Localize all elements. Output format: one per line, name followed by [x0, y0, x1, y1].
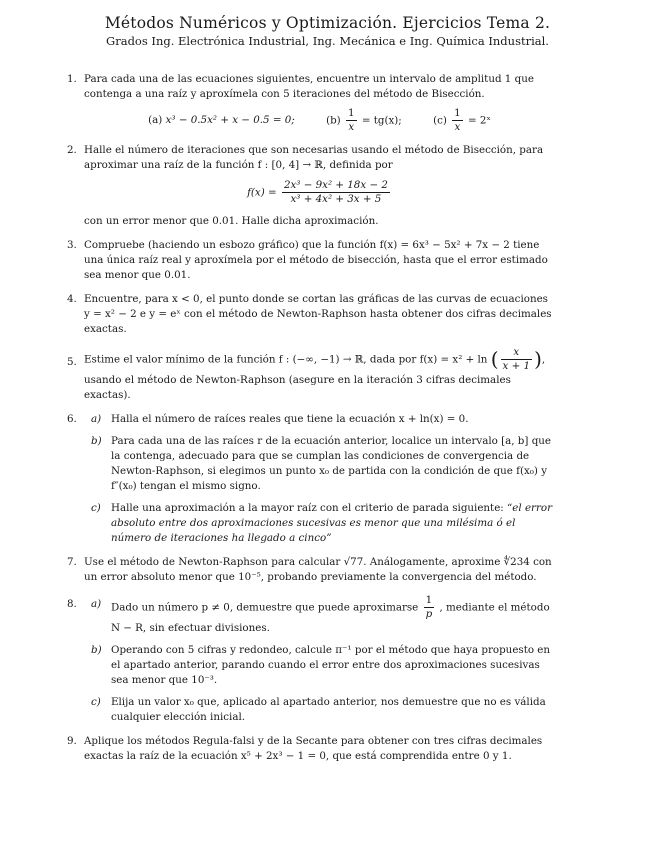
subitem-text: [111, 501, 555, 546]
fraction-numerator: 1: [347, 107, 355, 119]
fraction-numerator: 1: [424, 594, 435, 608]
fraction: [282, 179, 390, 206]
equation-c: [433, 107, 491, 134]
fraction-denominator: x + 1: [502, 360, 531, 372]
exercise-text: [84, 346, 555, 373]
fraction-numerator: 1: [454, 107, 461, 119]
page-title: Métodos Numéricos y Optimización. Ejercicios Tema 2.: [104, 14, 551, 32]
subitem-text: Halla el número de raíces reales que tiene la ecuación x + ln(x) = 0.: [111, 413, 469, 425]
fraction-denominator: x: [454, 121, 461, 133]
fraction: [346, 107, 357, 134]
equation-expr: = 2ˣ: [468, 114, 491, 127]
fraction-numerator: x: [501, 346, 533, 360]
exercise-2: [0, 143, 655, 229]
subitem-b: [85, 643, 555, 688]
subitem-text: Operando con 5 cifras y redondeo, calcule π⁻¹ por el método que haya propuesto en el apartado anterior, parando cuando el error entre dos aproximaciones sucesivas sea menor que 10⁻³.: [111, 644, 551, 686]
exercise-text: Encuentre, para x < 0, el punto donde se cortan las gráficas de las curvas de ecuaciones y = x² − 2 e y = eˣ con el método de Newton-Raphson hasta obtener dos cifras decimales exactas.: [84, 293, 552, 335]
fraction: [501, 346, 533, 373]
equation-b: [326, 107, 402, 134]
exercise-6: [0, 412, 655, 546]
fraction-denominator: p: [425, 608, 433, 620]
fraction: [452, 107, 463, 134]
exercise-1: [0, 72, 655, 134]
subitem-a: [85, 412, 555, 427]
exercise-list: [0, 72, 655, 773]
right-paren: ): [534, 347, 542, 371]
subitem-text-part: Halle una aproximación a la mayor raíz con el criterio de parada siguiente:: [111, 502, 508, 514]
left-paren: (: [490, 347, 499, 371]
exercise-3: [0, 238, 655, 283]
subitem-text-part: , mediante el método N − R, sin efectuar divisiones.: [111, 601, 550, 634]
exercise-text: Use el método de Newton-Raphson para calcular √77. Análogamente, aproxime ∜234 con un error absoluto menor que 10⁻⁵, probando previamente la convergencia del método.: [84, 556, 552, 583]
subitem-text: Para cada una de las raíces r de la ecuación anterior, localice un intervalo [a, b] que la contenga, adecuado para que se cumplan las condiciones de convergencia de Newton-Raphson, si elegimos un punto x₀ de partida con la condición de que f(x₀) y f″(x₀) tengan el mismo signo.: [111, 435, 552, 492]
exercise-number: 2.: [67, 144, 77, 156]
exercise-number: 9.: [67, 735, 77, 747]
subitem-text: [111, 594, 555, 636]
equation-row: [84, 107, 555, 134]
exercise-text-continued: usando el método de Newton-Raphson (asegure en la iteración 3 cifras decimales exactas).: [84, 374, 511, 401]
subitem-a: [85, 594, 555, 636]
exercise-text-continued: con un error menor que 0.01. Halle dicha aproximación.: [84, 215, 379, 227]
exercise-text-part: ,: [541, 353, 546, 366]
equation-expr: = tg(x);: [361, 114, 402, 127]
exercise-8: [0, 594, 655, 725]
exercise-text: Aplique los métodos Regula-falsi y de la Secante para obtener con tres cifras decimales exactas la raíz de la ecuación x⁵ + 2x³ − 1 = 0, que está comprendida entre 0 y 1.: [84, 735, 543, 762]
equation-label: (b): [326, 114, 341, 127]
exercise-text: Halle el número de iteraciones que son necesarias usando el método de Bisección, para aproximar una raíz de la función f : [0, 4] → ℝ, definida por: [84, 144, 544, 171]
exercise-number: 3.: [67, 239, 77, 251]
exercise-4: [0, 292, 655, 337]
subitem-c: [85, 501, 555, 546]
equation-label: (c): [433, 114, 447, 127]
function-definition: [84, 179, 555, 206]
equation-expr: x³ − 0.5x² + x − 0.5 = 0;: [165, 114, 295, 126]
fraction: [424, 594, 435, 621]
subitem-label: c): [91, 696, 101, 708]
subitem-text: Elija un valor x₀ que, aplicado al apartado anterior, nos demuestre que no es válida cualquier elección inicial.: [111, 696, 546, 723]
exercise-9: [0, 734, 655, 764]
equation-label: (a): [148, 114, 163, 126]
exercise-text: Para cada una de las ecuaciones siguientes, encuentre un intervalo de amplitud 1 que contenga a una raíz y aproxímela con 5 iteraciones del método de Bisección.: [84, 73, 534, 100]
exercise-7: [0, 555, 655, 585]
subitem-label: b): [91, 435, 102, 447]
stopping-criterion-quote: “el error absoluto entre dos aproximaciones sucesivas es menor que una milésima ó el número de iteraciones ha llegado a cinco”: [111, 502, 553, 544]
exercise-text: Compruebe (haciendo un esbozo gráfico) que la función f(x) = 6x³ − 5x² + 7x − 2 tiene una única raíz real y aproxímela por el método de bisección, hasta que el error estimado sea menor que 0.01.: [84, 239, 548, 281]
exercise-number: 4.: [67, 293, 77, 305]
exercise-number: 7.: [67, 556, 77, 568]
header: [0, 14, 655, 48]
exercise-number: 5.: [67, 356, 77, 368]
page-subtitle: Grados Ing. Electrónica Industrial, Ing. Mecánica e Ing. Química Industrial.: [106, 34, 549, 48]
function-lhs: f(x) =: [247, 186, 277, 199]
subitem-label: a): [91, 413, 102, 425]
subitem-text-part: Dado un número p ≠ 0, demuestre que puede aproximarse: [111, 601, 419, 614]
equation-a: [148, 113, 295, 128]
exercise-number: 8.: [67, 598, 77, 610]
subitem-label: a): [91, 598, 102, 610]
subitem-label: c): [91, 502, 101, 514]
exercise-text-part: Estime el valor mínimo de la función f : (−∞, −1) → ℝ, dada por f(x) = x² + ln: [84, 353, 488, 366]
fraction-denominator: x: [348, 121, 355, 133]
fraction-numerator: 2x³ − 9x² + 18x − 2: [283, 179, 388, 191]
fraction-denominator: x³ + 4x² + 3x + 5: [290, 193, 382, 205]
subitem-b: [85, 434, 555, 494]
exercise-5: [0, 346, 655, 403]
subitem-label: b): [91, 644, 102, 656]
exercise-number: 6.: [67, 413, 77, 425]
exercise-number: 1.: [67, 73, 77, 85]
subitem-c: [85, 695, 555, 725]
